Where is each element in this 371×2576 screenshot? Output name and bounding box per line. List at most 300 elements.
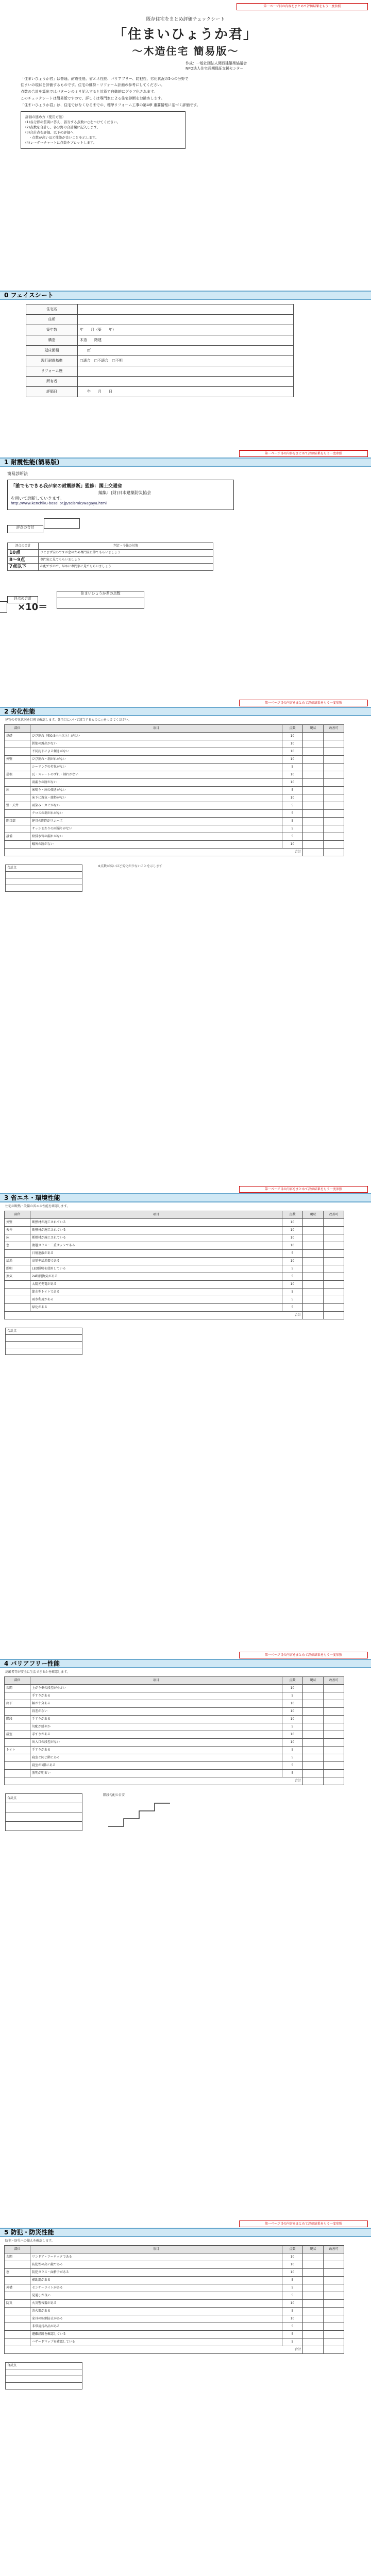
table-head-cell: 改善可: [324, 725, 344, 733]
improve-check[interactable]: [324, 1700, 344, 1708]
face-value[interactable]: □適合 □不適合 □不明: [78, 356, 294, 366]
total-row: [6, 1821, 82, 1831]
item-cell: 防犯性の高い錠である: [30, 2261, 282, 2269]
improve-check[interactable]: [324, 1304, 344, 1312]
face-row: [26, 335, 294, 346]
face-label: 評価日: [26, 387, 78, 397]
table-head-cell: 点数: [282, 725, 303, 733]
table-head-cell: 改善可: [324, 2246, 344, 2253]
improve-check[interactable]: [324, 1227, 344, 1234]
current-check[interactable]: [303, 2300, 324, 2308]
judge-row: [8, 556, 213, 564]
item-cell: 建具の開閉がスムーズ: [30, 818, 282, 825]
current-check[interactable]: [303, 2277, 324, 2284]
total-input[interactable]: [6, 2369, 82, 2376]
current-check[interactable]: [303, 833, 324, 841]
part-cell: 外壁: [5, 1219, 30, 1227]
part-cell: 設備: [5, 833, 30, 841]
total-input[interactable]: [6, 872, 82, 878]
total-input-box[interactable]: [44, 518, 80, 529]
table-row: [5, 733, 344, 740]
improve-check[interactable]: [324, 1723, 344, 1731]
current-check[interactable]: [303, 1258, 324, 1265]
total-head: [6, 865, 82, 872]
item-cell: 避難経路を確認している: [30, 2331, 282, 2338]
current-check[interactable]: [303, 2315, 324, 2323]
improve-check[interactable]: [324, 2292, 344, 2300]
improve-check[interactable]: [324, 1747, 344, 1754]
current-check[interactable]: [303, 1242, 324, 1250]
part-cell: [5, 841, 30, 849]
improve-check[interactable]: [324, 818, 344, 825]
sum-row: [5, 849, 344, 856]
current-check[interactable]: [303, 764, 324, 771]
part-cell: [5, 2315, 30, 2323]
table-head-cell: 現状: [303, 1211, 324, 1219]
judge-row: [8, 564, 213, 571]
item-cell: 照明が明るい: [30, 1770, 282, 1777]
face-value[interactable]: [78, 315, 294, 325]
table-row: [5, 1273, 344, 1281]
total-input[interactable]: [6, 1803, 82, 1812]
current-check[interactable]: [303, 2261, 324, 2269]
sum-improve[interactable]: [324, 1312, 344, 1319]
intro-line: 点数の合計を算出ではパターンのミリ記入すると計算で自動的にグラフ化されます。: [21, 90, 158, 94]
improve-check[interactable]: [324, 1219, 344, 1227]
score-cell: 5: [282, 1762, 303, 1770]
improve-check[interactable]: [324, 2277, 344, 2284]
table-row: [5, 1731, 344, 1739]
current-check[interactable]: [303, 1227, 324, 1234]
section-security: [0, 2222, 371, 2576]
improve-check[interactable]: [324, 1716, 344, 1723]
current-check[interactable]: [303, 1754, 324, 1762]
improve-check[interactable]: [324, 1692, 344, 1700]
sum-improve[interactable]: [324, 849, 344, 856]
table-row: [5, 2331, 344, 2338]
improve-check[interactable]: [324, 2331, 344, 2338]
current-check[interactable]: [303, 1304, 324, 1312]
part-cell: 浴室: [5, 1731, 30, 1739]
improve-check[interactable]: [324, 2315, 344, 2323]
score-cell: 10: [282, 1708, 303, 1716]
current-check[interactable]: [303, 1731, 324, 1739]
table-head: [5, 725, 344, 733]
part-cell: 窓: [5, 2269, 30, 2277]
current-check[interactable]: [303, 802, 324, 810]
table-row: [5, 1289, 344, 1296]
improve-check[interactable]: [324, 1234, 344, 1242]
sum-improve[interactable]: [324, 2346, 344, 2354]
part-cell: トイレ: [5, 1747, 30, 1754]
face-value[interactable]: [78, 377, 294, 387]
improve-check[interactable]: [324, 1250, 344, 1258]
part-cell: 外構: [5, 2284, 30, 2292]
item-cell: 給排水管の漏れがない: [30, 833, 282, 841]
section-intro: 住宅の断熱・設備の省エネ性能を確認します。: [5, 1205, 70, 1208]
improve-check[interactable]: [324, 1754, 344, 1762]
page-hint-bar[interactable]: 第一ページ目の内容をまとめて評価結果をもう一度参照: [239, 450, 368, 457]
item-cell: 見通しが良い: [30, 2292, 282, 2300]
item-cell: サッシまわりの雨漏りがない: [30, 825, 282, 833]
table-head-cell: 項目: [30, 1677, 282, 1685]
table-row: [5, 825, 344, 833]
table-row: [5, 833, 344, 841]
improve-check[interactable]: [324, 1770, 344, 1777]
face-value[interactable]: 年 月 日: [78, 387, 294, 397]
total-table: [5, 865, 82, 892]
deterioration-table: [4, 724, 344, 856]
table-row: [5, 1747, 344, 1754]
improve-check[interactable]: [324, 1242, 344, 1250]
score-cell: 5: [282, 1770, 303, 1777]
current-check[interactable]: [303, 1770, 324, 1777]
improve-check[interactable]: [324, 748, 344, 756]
improve-check[interactable]: [324, 833, 344, 841]
formula-input[interactable]: [0, 601, 7, 613]
score-cell: 5: [282, 2338, 303, 2346]
face-row: [26, 356, 294, 366]
current-check[interactable]: [303, 1700, 324, 1708]
current-check[interactable]: [303, 1685, 324, 1692]
score-cell: 10: [282, 1685, 303, 1692]
table-row: [5, 2269, 344, 2277]
stairs-note: 階段勾配の目安: [103, 1793, 125, 1798]
current-check[interactable]: [303, 1289, 324, 1296]
item-cell: 手すりがある: [30, 1716, 282, 1723]
table-row: [5, 1754, 344, 1762]
improve-check[interactable]: [324, 733, 344, 740]
score-cell: 10: [282, 748, 303, 756]
page-hint-bar[interactable]: 第一ページ目の内容をまとめて評価結果をもう一度参照: [239, 700, 368, 706]
item-cell: クロスの剥がれがない: [30, 810, 282, 818]
improve-check[interactable]: [324, 802, 344, 810]
sum-improve[interactable]: [324, 1777, 344, 1785]
item-cell: 手すりがある: [30, 1747, 282, 1754]
sum-current[interactable]: [303, 849, 324, 856]
table-row: [5, 2284, 344, 2292]
current-check[interactable]: [303, 2284, 324, 2292]
score-cell: 5: [282, 810, 303, 818]
page-hint-bar[interactable]: 第一ページ目の内容をまとめて評価結果をもう一度参照: [239, 2221, 368, 2227]
current-check[interactable]: [303, 1762, 324, 1770]
current-check[interactable]: [303, 1739, 324, 1747]
improve-check[interactable]: [324, 2323, 344, 2331]
intro-line: 「住まいひょうか君」は普通、耐震性能、省エネ性能、バリアフリー、防犯性、劣化状況の5つの分野で: [21, 76, 189, 81]
current-check[interactable]: [303, 787, 324, 794]
improve-check[interactable]: [324, 810, 344, 818]
current-check[interactable]: [303, 1265, 324, 1273]
part-cell: 給湯: [5, 1258, 30, 1265]
item-cell: 節水型トイレである: [30, 1289, 282, 1296]
score-cell: 10: [282, 740, 303, 748]
total-input[interactable]: [6, 1348, 82, 1355]
page-hint-bar[interactable]: 第一ページ目の内容をまとめて評価結果をもう一度参照: [237, 3, 368, 10]
section-note: ※点数が高いほど劣化が少ないことを示します: [98, 865, 163, 869]
part-cell: 屋根: [5, 771, 30, 779]
item-cell: 日射遮蔽がある: [30, 1250, 282, 1258]
improve-check[interactable]: [324, 756, 344, 764]
item-cell: 非常用持出品がある: [30, 2323, 282, 2331]
part-cell: [5, 1723, 30, 1731]
current-check[interactable]: [303, 2292, 324, 2300]
improve-check[interactable]: [324, 1273, 344, 1281]
total-input[interactable]: [6, 1335, 82, 1342]
improve-check[interactable]: [324, 779, 344, 787]
improve-check[interactable]: [324, 1731, 344, 1739]
total-input[interactable]: [6, 1812, 82, 1821]
judge-advice: ひとまず安心ですが念のため専門家に診てもらいましょう: [39, 549, 213, 556]
seismic-reference-box: [7, 480, 234, 510]
cover-subtitle-2: ～木造住宅 簡易版～: [132, 44, 239, 57]
current-check[interactable]: [303, 740, 324, 748]
table-row: [5, 740, 344, 748]
part-cell: [5, 2308, 30, 2315]
table-head-cell: 点数: [282, 2246, 303, 2253]
intro-line: 住まいの現状を評価するものです。住宅の維持・リフォーム計画の参考にしてください。: [21, 83, 165, 88]
reference-title: 「誰でもできる我が家の耐震診断」監修：国土交通省: [11, 484, 123, 489]
part-cell: [5, 1281, 30, 1289]
current-check[interactable]: [303, 1723, 324, 1731]
sum-current[interactable]: [303, 1312, 324, 1319]
face-label: リフォーム歴: [26, 366, 78, 377]
score-cell: 5: [282, 2284, 303, 2292]
current-check[interactable]: [303, 1273, 324, 1281]
total-input[interactable]: [6, 885, 82, 892]
total-input[interactable]: [6, 1821, 82, 1831]
current-check[interactable]: [303, 818, 324, 825]
current-check[interactable]: [303, 756, 324, 764]
improve-check[interactable]: [324, 825, 344, 833]
section-3-title: 3 省エネ・環境性能: [0, 1193, 371, 1202]
reference-url[interactable]: http://www.kenchiku-bosai.or.jp/seismic/wagaya.html: [11, 501, 107, 506]
table-head-cell: 現状: [303, 1677, 324, 1685]
improve-check[interactable]: [324, 1685, 344, 1692]
total-row: [6, 2376, 82, 2383]
current-check[interactable]: [303, 2253, 324, 2261]
part-cell: [5, 1754, 30, 1762]
current-check[interactable]: [303, 1250, 324, 1258]
current-check[interactable]: [303, 748, 324, 756]
current-check[interactable]: [303, 779, 324, 787]
judge-head-cell: 判定・今後の対策: [39, 543, 213, 549]
sum-label: 合計: [5, 849, 303, 856]
part-cell: [5, 1739, 30, 1747]
current-check[interactable]: [303, 771, 324, 779]
current-check[interactable]: [303, 2338, 324, 2346]
current-check[interactable]: [303, 841, 324, 849]
face-row: [26, 325, 294, 335]
section-5-title: 5 防犯・防災性能: [0, 2228, 371, 2237]
item-cell: 上がり框の段差が小さい: [30, 1685, 282, 1692]
improve-check[interactable]: [324, 2338, 344, 2346]
score-cell: 10: [282, 1716, 303, 1723]
current-check[interactable]: [303, 2331, 324, 2338]
total-row: [6, 1335, 82, 1342]
part-cell: [5, 794, 30, 802]
score-cell: 5: [282, 1723, 303, 1731]
improve-check[interactable]: [324, 1265, 344, 1273]
current-check[interactable]: [303, 794, 324, 802]
page-hint-bar[interactable]: 第一ページ目の内容をまとめて評価結果をもう一度参照: [239, 1652, 368, 1658]
current-check[interactable]: [303, 2323, 324, 2331]
table-head-cell: 項目: [30, 2246, 282, 2253]
total-input[interactable]: [6, 878, 82, 885]
table-head: [5, 2246, 344, 2253]
current-check[interactable]: [303, 1281, 324, 1289]
improve-check[interactable]: [324, 771, 344, 779]
current-check[interactable]: [303, 2308, 324, 2315]
part-cell: [5, 1762, 30, 1770]
total-row: [6, 2369, 82, 2376]
table-head-cell: 点数: [282, 1211, 303, 1219]
improve-check[interactable]: [324, 764, 344, 771]
table-row: [5, 1296, 344, 1304]
table-head-cell: 現状: [303, 2246, 324, 2253]
score-cell: 10: [282, 1731, 303, 1739]
part-cell: [5, 1692, 30, 1700]
part-cell: [5, 2292, 30, 2300]
score-cell: 10: [282, 2300, 303, 2308]
part-cell: 床: [5, 1234, 30, 1242]
sum-row: [5, 1777, 344, 1785]
improve-check[interactable]: [324, 787, 344, 794]
face-value[interactable]: 木造 階建: [78, 335, 294, 346]
total-row: [6, 2383, 82, 2389]
sum-current[interactable]: [303, 1777, 324, 1785]
face-row: [26, 346, 294, 356]
part-cell: 階段: [5, 1716, 30, 1723]
face-value[interactable]: [78, 366, 294, 377]
item-cell: 床下に湿気・腐朽がない: [30, 794, 282, 802]
current-check[interactable]: [303, 1708, 324, 1716]
score-cell: 5: [282, 818, 303, 825]
improve-check[interactable]: [324, 2261, 344, 2269]
total-head: [6, 1328, 82, 1335]
current-check[interactable]: [303, 1296, 324, 1304]
score-cell: 10: [282, 1227, 303, 1234]
page-hint-bar[interactable]: 第一ページ目の内容をまとめて評価結果をもう一度参照: [239, 1186, 368, 1193]
table-row: [5, 779, 344, 787]
section-intro: 防犯・防災への備えを確認します。: [5, 2239, 55, 2243]
table-row: [5, 1708, 344, 1716]
table-row: [5, 2315, 344, 2323]
sum-row: [5, 2346, 344, 2354]
table-row: [5, 1304, 344, 1312]
judge-score: 10点: [8, 549, 39, 556]
item-cell: ワンドア・ツーロックである: [30, 2253, 282, 2261]
face-value[interactable]: ㎡: [78, 346, 294, 356]
improve-check[interactable]: [324, 2253, 344, 2261]
total-head: [6, 2363, 82, 2369]
section-deterioration: [0, 701, 371, 1191]
face-value[interactable]: [78, 304, 294, 315]
current-check[interactable]: [303, 825, 324, 833]
energy-table: [4, 1211, 344, 1319]
total-input[interactable]: [6, 1342, 82, 1348]
total-input[interactable]: [6, 2383, 82, 2389]
score-cell: 10: [282, 794, 303, 802]
item-cell: シーリングの劣化がない: [30, 764, 282, 771]
current-check[interactable]: [303, 1234, 324, 1242]
part-cell: [5, 1708, 30, 1716]
table-row: [5, 1692, 344, 1700]
table-head-cell: 部位: [5, 1211, 30, 1219]
improve-check[interactable]: [324, 2284, 344, 2292]
face-value[interactable]: 年 月（築 年）: [78, 325, 294, 335]
item-cell: 寝室が1階にある: [30, 1762, 282, 1770]
judge-row: [8, 549, 213, 556]
current-check[interactable]: [303, 810, 324, 818]
part-cell: 防災: [5, 2300, 30, 2308]
improve-check[interactable]: [324, 1762, 344, 1770]
part-cell: 換気: [5, 1273, 30, 1281]
improve-check[interactable]: [324, 2269, 344, 2277]
item-cell: 複層ガラス・二重サッシである: [30, 1242, 282, 1250]
total-row: [6, 1803, 82, 1812]
total-input[interactable]: [6, 2376, 82, 2383]
formula-result-box[interactable]: [57, 598, 144, 609]
usage-line: (2)点数を合計し、各分野の合計欄に記入します。: [25, 125, 100, 129]
item-cell: ひび割れ・剥がれがない: [30, 756, 282, 764]
table-head-cell: 改善可: [324, 1211, 344, 1219]
current-check[interactable]: [303, 1692, 324, 1700]
improve-check[interactable]: [324, 740, 344, 748]
formula-right-label: 住まいひょうか君の点数: [57, 591, 144, 598]
item-cell: 鉄筋の露出がない: [30, 740, 282, 748]
part-cell: 外壁: [5, 756, 30, 764]
improve-check[interactable]: [324, 1708, 344, 1716]
improve-check[interactable]: [324, 1739, 344, 1747]
sum-current[interactable]: [303, 2346, 324, 2354]
improve-check[interactable]: [324, 1296, 344, 1304]
item-cell: 断熱材が施工されている: [30, 1234, 282, 1242]
improve-check[interactable]: [324, 794, 344, 802]
score-cell: 10: [282, 1234, 303, 1242]
current-check[interactable]: [303, 2269, 324, 2277]
part-cell: 玄関: [5, 2253, 30, 2261]
current-check[interactable]: [303, 733, 324, 740]
improve-check[interactable]: [324, 1281, 344, 1289]
item-cell: 高効率給湯器である: [30, 1258, 282, 1265]
part-cell: 廊下: [5, 1700, 30, 1708]
table-row: [5, 2261, 344, 2269]
improve-check[interactable]: [324, 1258, 344, 1265]
current-check[interactable]: [303, 1219, 324, 1227]
item-cell: 勾配が緩やか: [30, 1723, 282, 1731]
table-row: [5, 1258, 344, 1265]
score-cell: 5: [282, 833, 303, 841]
improve-check[interactable]: [324, 841, 344, 849]
score-cell: 10: [282, 779, 303, 787]
current-check[interactable]: [303, 1716, 324, 1723]
part-cell: [5, 779, 30, 787]
item-cell: 断熱材が施工されている: [30, 1219, 282, 1227]
score-cell: 5: [282, 1747, 303, 1754]
intro-line: 「住まいひょうか君」は、住宅ではなくなるまでの、標準リフォーム工事の第4章 重要情報に基づく評価です。: [21, 103, 200, 107]
improve-check[interactable]: [324, 2308, 344, 2315]
score-cell: 10: [282, 756, 303, 764]
score-cell: 10: [282, 1739, 303, 1747]
improve-check[interactable]: [324, 2300, 344, 2308]
cover: [0, 0, 371, 289]
table-row: [5, 2323, 344, 2331]
current-check[interactable]: [303, 1747, 324, 1754]
sum-label: 合計: [5, 2346, 303, 2354]
table-row: [5, 1700, 344, 1708]
improve-check[interactable]: [324, 1289, 344, 1296]
judge-advice: 専門家に見てもらいましょう: [39, 556, 213, 564]
